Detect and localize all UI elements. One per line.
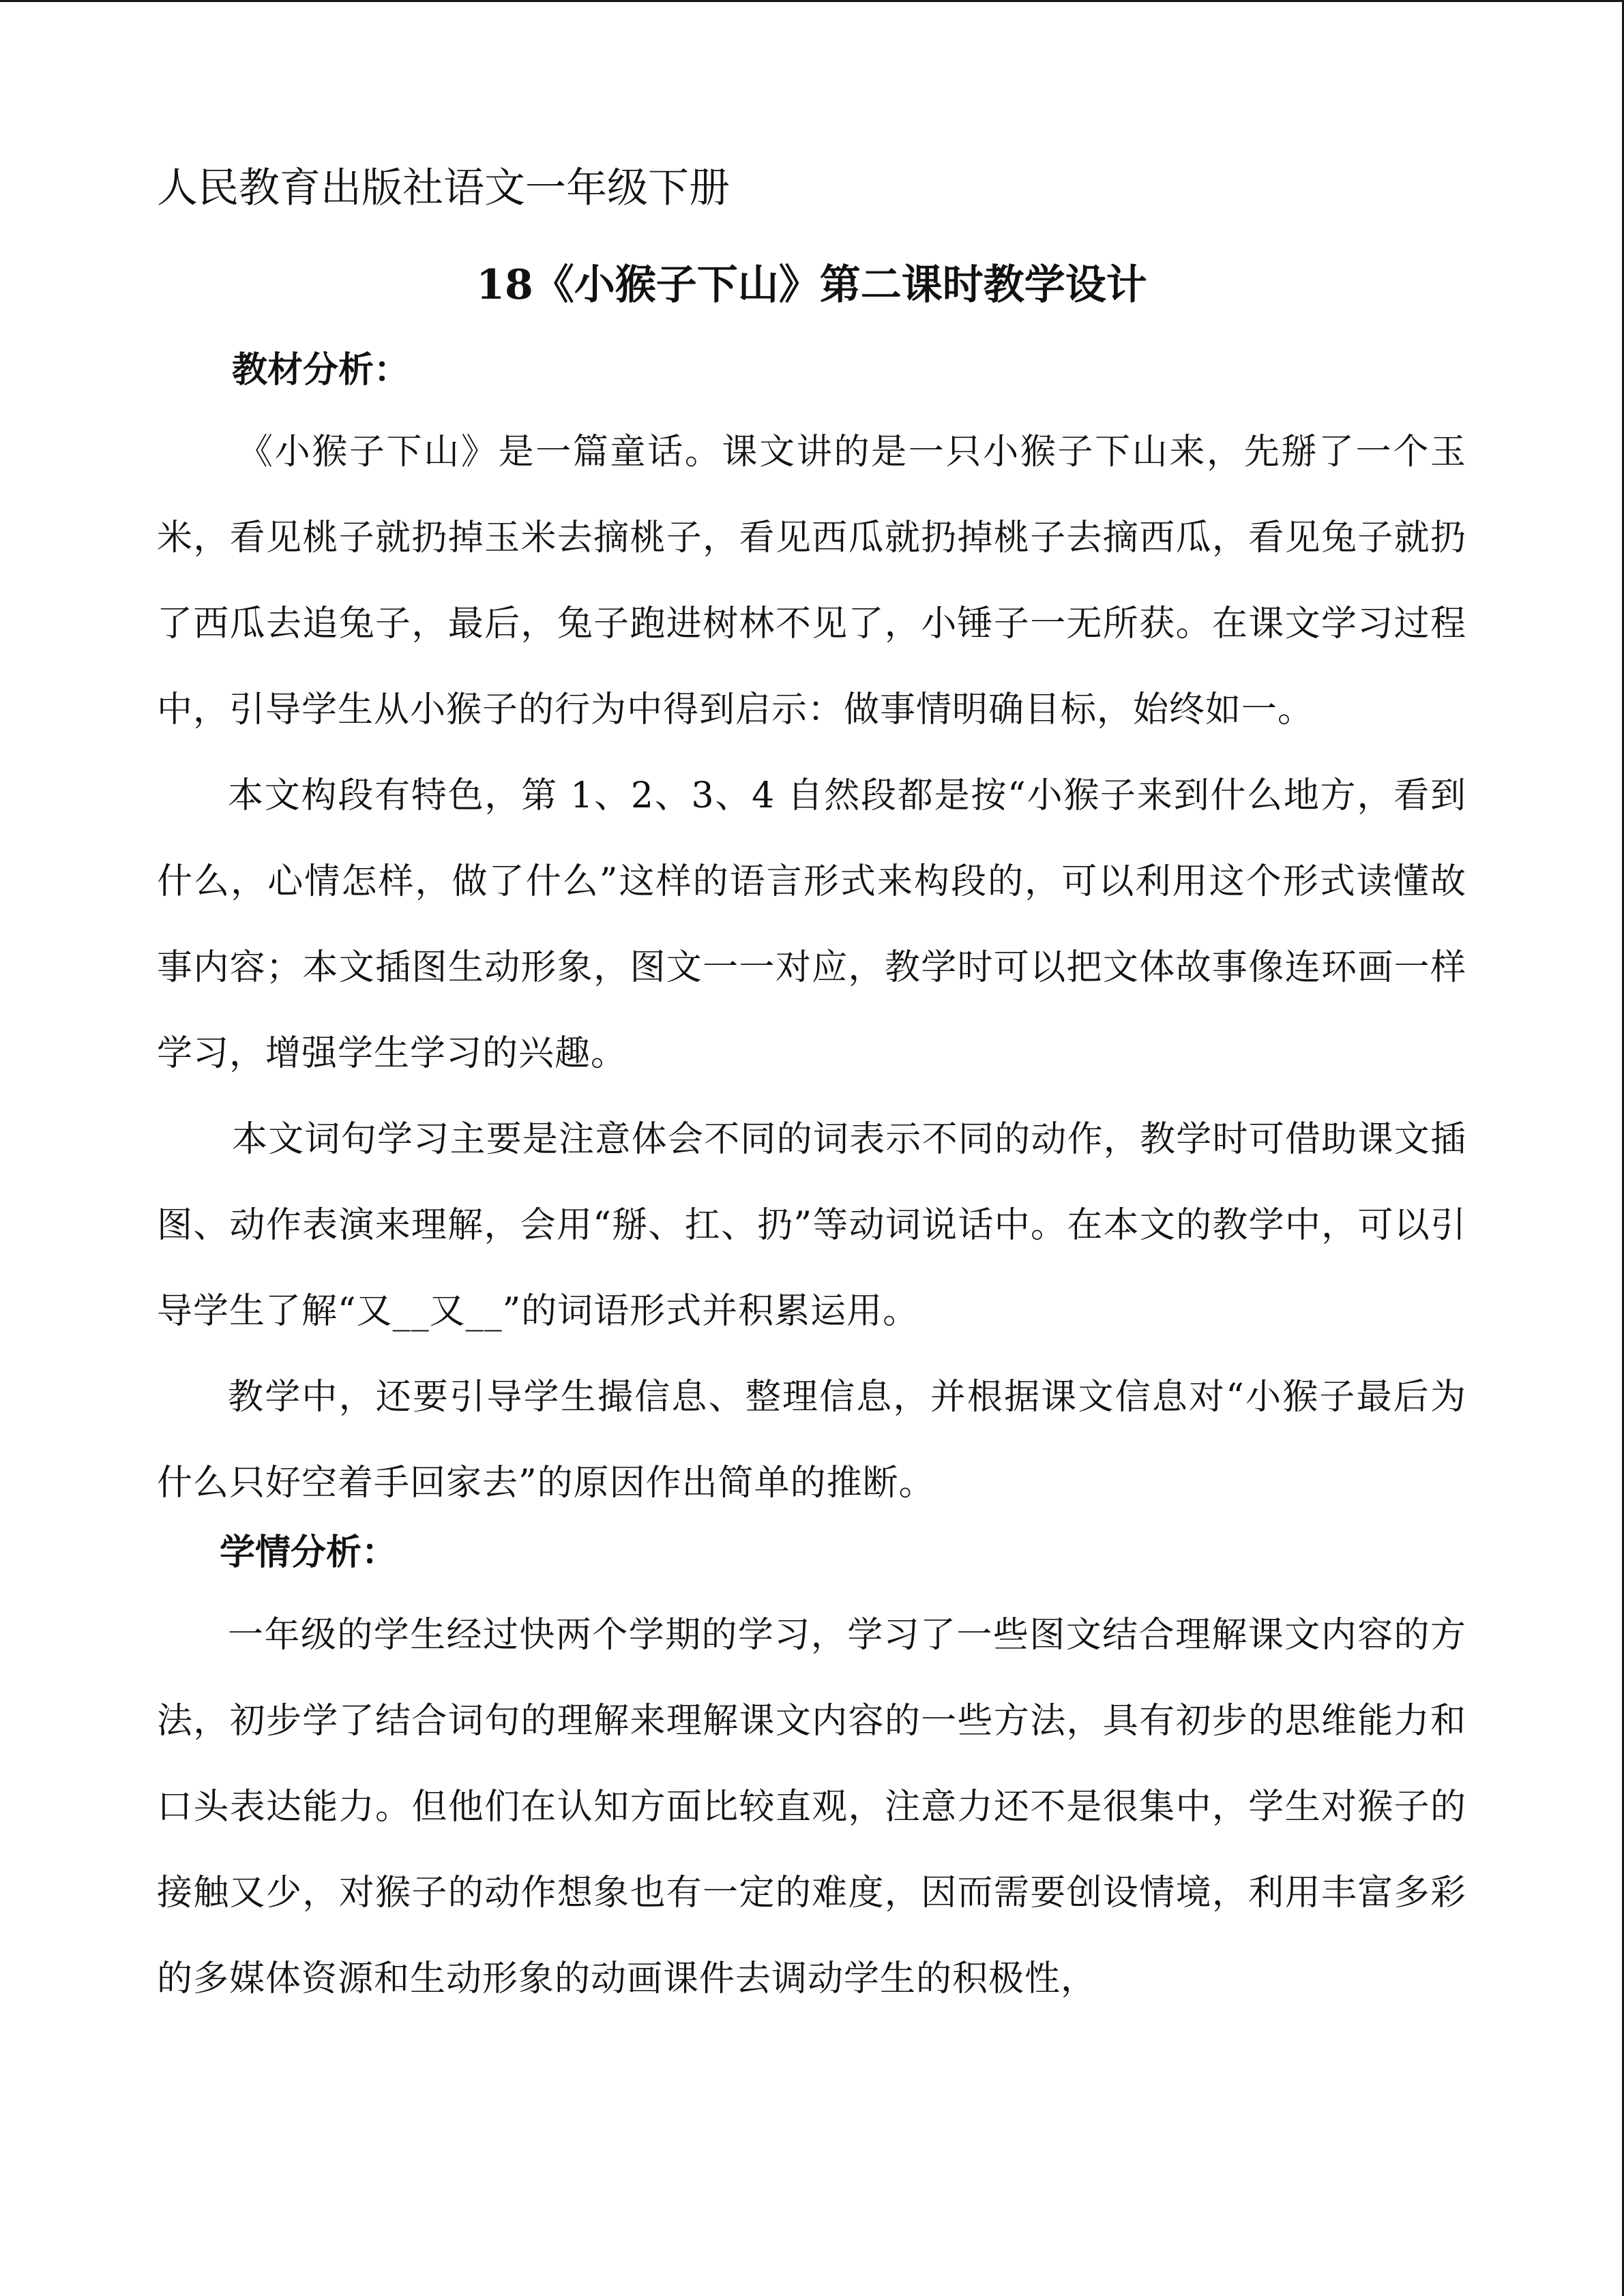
document-title: 18《小猴子下山》第二课时教学设计: [476, 261, 1147, 309]
section-heading-student-analysis: 学情分析：: [220, 1532, 398, 1574]
paragraph: 本文构段有特色，第 1、2、3、4 自然段都是按“小猴子来到什么地方，看到什么，心情怎样，做了什么”这样的语言形式来构段的，可以利用这个形式读懂故事内容；本文插图生动形象，图文一一对应，教学时可以把文体故事像连环画一样学习，增强学生学习的兴趣。: [157, 775, 1466, 1075]
paragraph: 一年级的学生经过快两个学期的学习，学习了一些图文结合理解课文内容的方法，初步学了结合词句的理解来理解课文内容的一些方法，具有初步的思维能力和口头表达能力。但他们在认知方面比较直观，注意力还不是很集中，学生对猴子的接触又少，对猴子的动作想象也有一定的难度，因而需要创设情境，利用丰富多彩的多媒体资源和生动形象的动画课件去调动学生的积极性，: [157, 1614, 1466, 1999]
paragraph: 本文词句学习主要是注意体会不同的词表示不同的动作，教学时可借助课文插图、动作表演来理解，会用“掰、扛、扔”等动词说话中。在本文的教学中，可以引导学生了解“又__又__”的词语形式并积累运用。: [157, 1119, 1466, 1332]
paragraph: 《小猴子下山》是一篇童话。课文讲的是一只小猴子下山来，先掰了一个玉米，看见桃子就扔掉玉米去摘桃子，看见西瓜就扔掉桃子去摘西瓜，看见兔子就扔了西瓜去追兔子，最后，兔子跑进树林不见了，小锤子一无所获。在课文学习过程中，引导学生从小猴子的行为中得到启示：做事情明确目标，始终如一。: [157, 432, 1466, 731]
publisher-line: 人民教育出版社语文一年级下册: [157, 164, 730, 212]
document-body: [157, 164, 1466, 2022]
paragraph: 教学中，还要引导学生撮信息、整理信息，并根据课文信息对“小猴子最后为什么只好空着手回家去”的原因作出简单的推断。: [157, 1377, 1466, 1504]
section-heading-textbook-analysis: 教材分析：: [232, 349, 410, 391]
page-border-top: [0, 0, 1624, 2]
